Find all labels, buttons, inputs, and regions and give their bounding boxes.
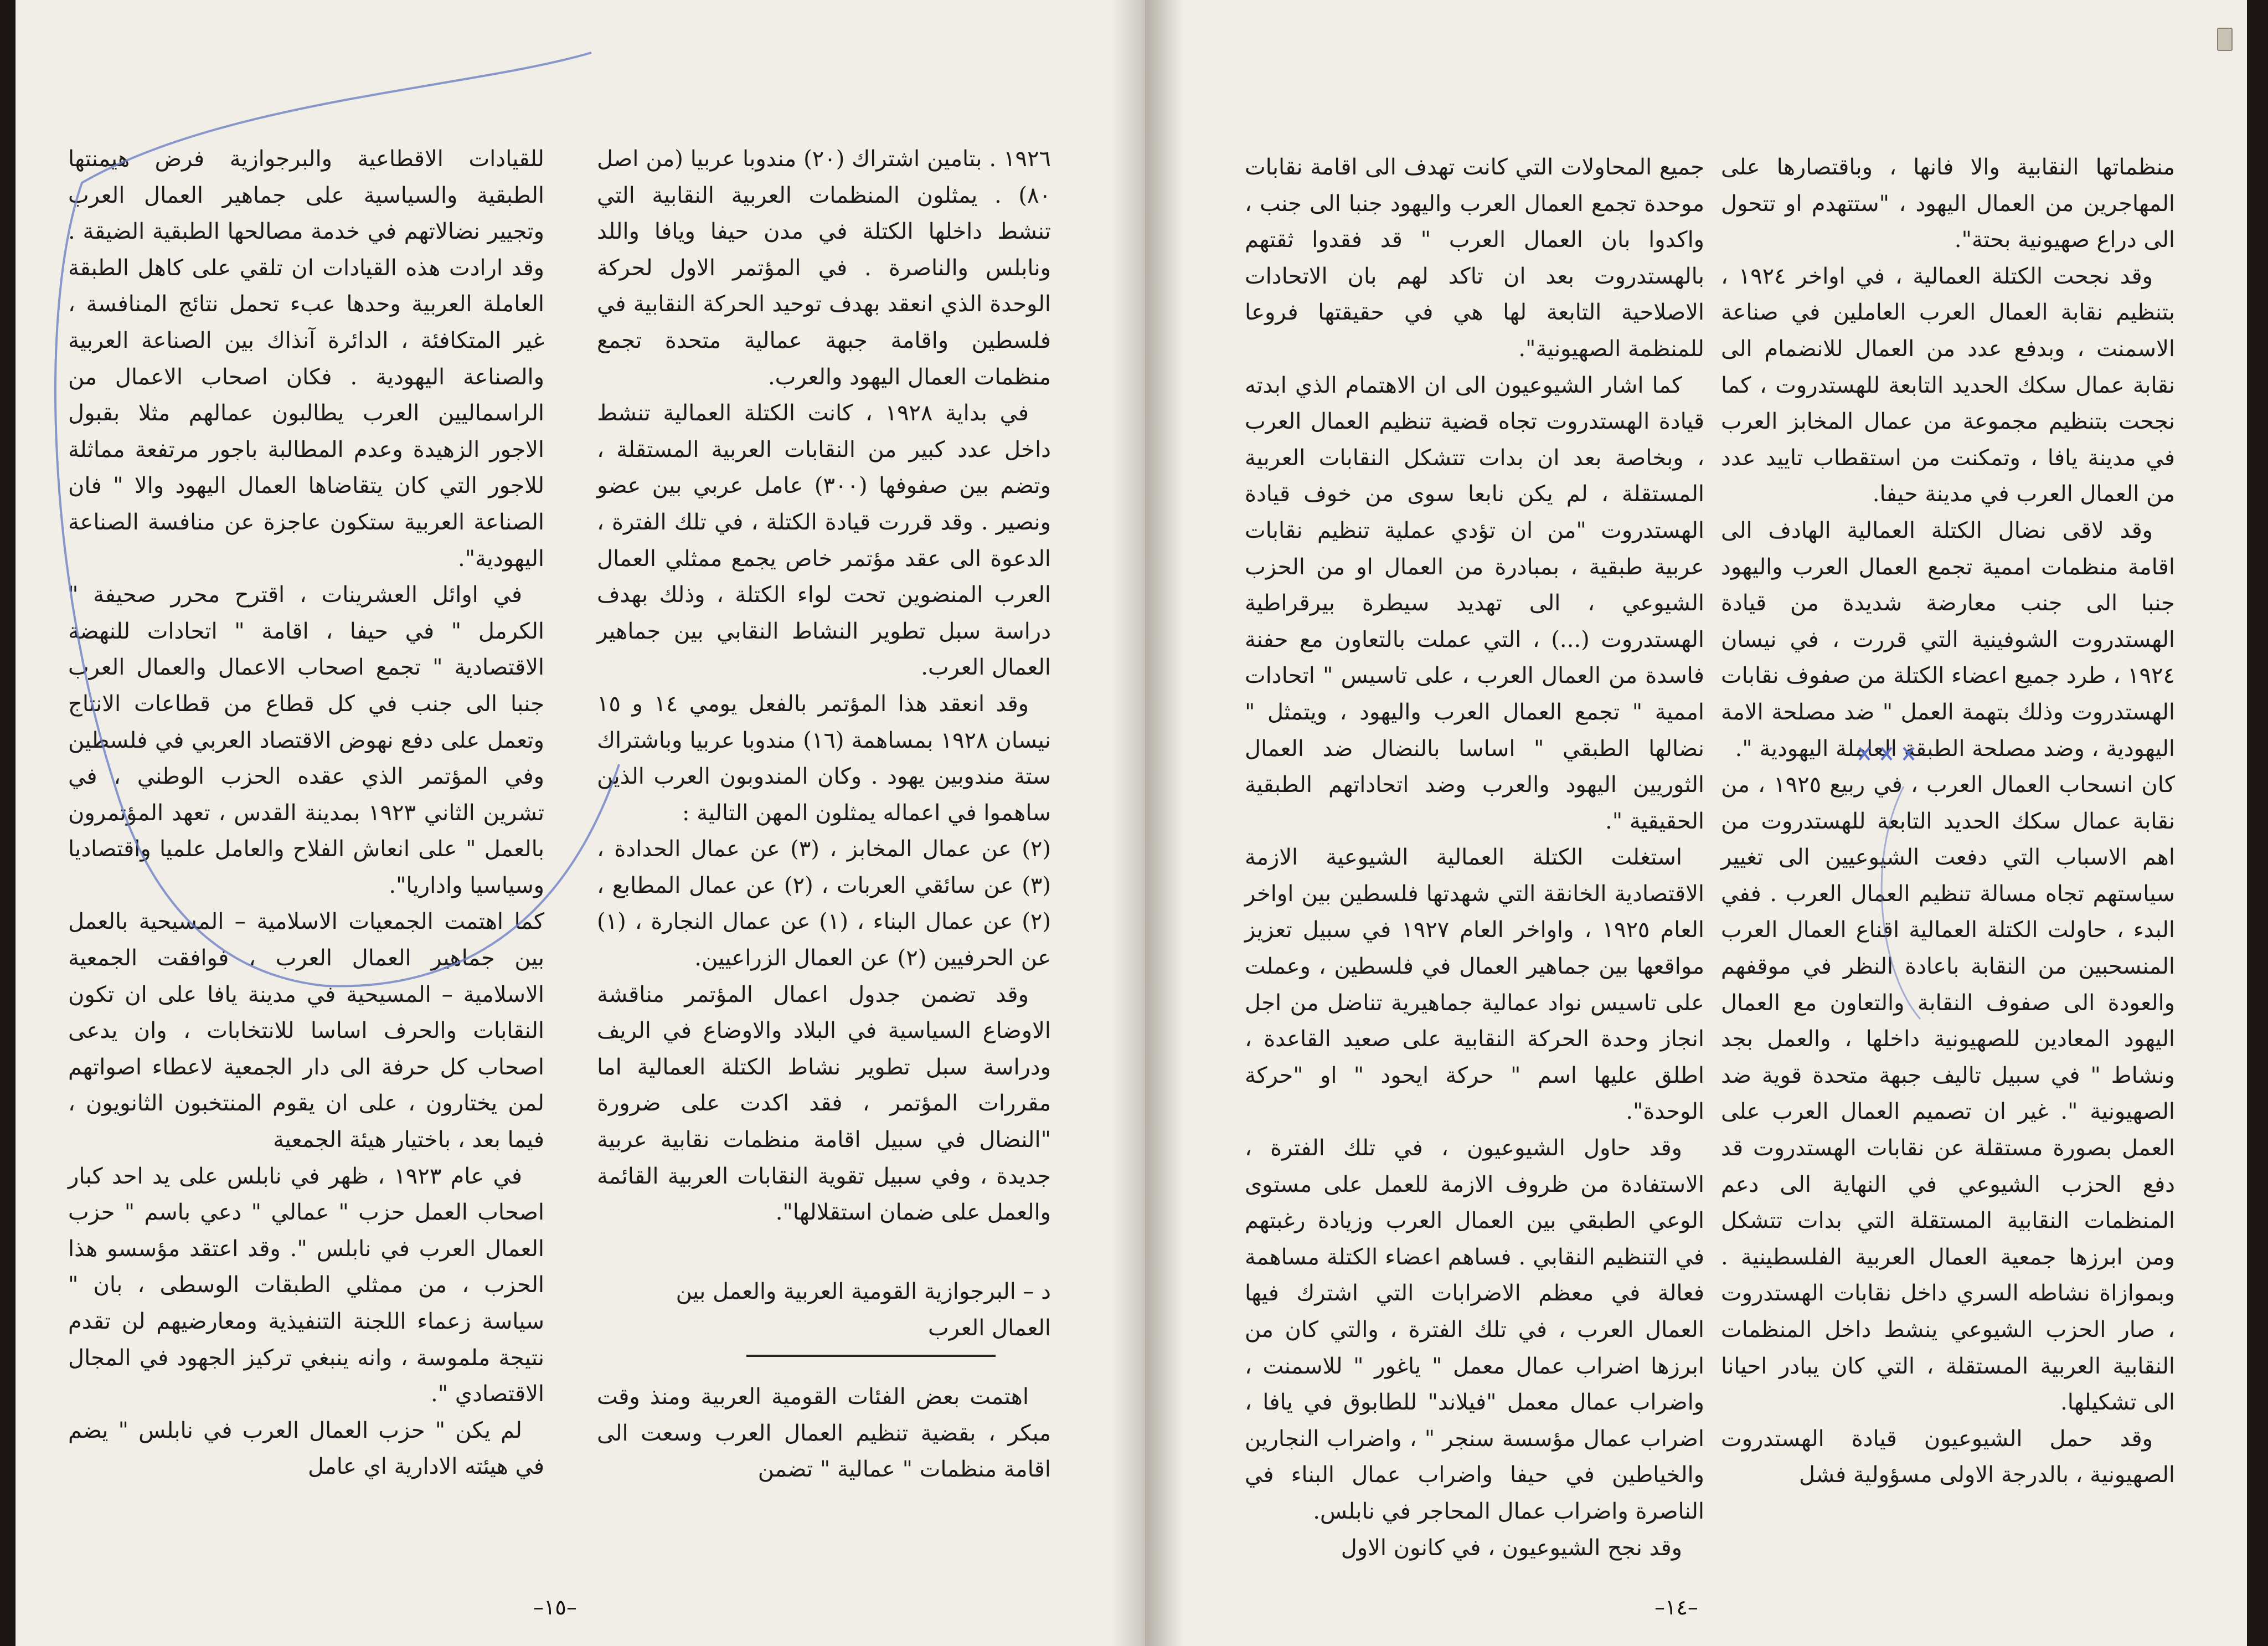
paragraph: كما اشار الشيوعيون الى ان الاهتمام الذي ابدته قيادة الهستدروت تجاه قضية تنظيم العمال العرب ، وبخاصة بعد ان بدات تتشكل النقابات العربية المستقلة ، لم يكن نابعا سوى من خوف قيادة الهستدروت "من ان تؤدي عملية تنظيم نقابات عربية طبقية ، بمبادرة من العمال او من الحزب الشيوعي ، الى تهديد سيطرة بيرقراطية الهستدروت (...) ، التي عملت بالتعاون مع حفنة فاسدة من العمال العرب ، على تاسيس " اتحادات اممية " تجمع العمال العرب واليهود ، ويتمثل " نضالها الطبقي " اساسا بالنضال ضد العمال الثوريين اليهود والعرب وضد اتحاداتهم الطبقية الحقيقية ". — [1245, 372, 1704, 834]
right-page — [1145, 0, 2247, 1646]
paragraph: وقد انعقد هذا المؤتمر بالفعل يومي ١٤ و ١٥ نيسان ١٩٢٨ بمساهمة (١٦) مندوبا عربيا وباشتراك ستة مندوبين يهود . وكان المندوبون العرب الذين ساهموا في اعماله يمثلون المهن التالية : — [597, 691, 1051, 826]
paragraph: منظماتها النقابية والا فانها ، وباقتصارها على المهاجرين من العمال اليهود ، "ستتهدم او تتحول الى دراع صهيونية بحتة". — [1721, 155, 2175, 253]
pen-mark — [1145, 0, 2247, 1646]
section-heading: د – البرجوازية القومية العربية والعمل بين العمال العرب — [676, 1279, 1051, 1341]
gutter-shadow — [1111, 0, 1145, 1646]
paragraph: كان انسحاب العمال العرب ، في ربيع ١٩٢٥ ، من نقابة عمال سكك الحديد التابعة للهستدروت من اهم الاسباب التي دفعت الشيوعيين الى تغيير سياستهم تجاه مسالة تنظيم العمال العرب . ففي البدء ، حاولت الكتلة العمالية اقناع العمال العرب المنسحبين من النقابة باعادة النظر في موقفهم والعودة الى صفوف النقابة والتعاون مع العمال اليهود المعادين للصهيونية داخلها ، والعمل بجد ونشاط " في سبيل تاليف جبهة متحدة قوية ضد الصهيونية ". غير ان تصميم العمال العرب على العمل بصورة مستقلة عن نقابات الهستدروت قد دفع الحزب الشيوعي في النهاية الى دعم المنظمات النقابية المستقلة التي بدات تتشكل ومن ابرزها جمعية العمال العربية الفلسطينية . وبموازاة نشاطه السري داخل نقابات الهستدروت ، صار الحزب الشيوعي ينشط داخل المنظمات النقابية العربية المستقلة ، التي كان يبادر احيانا الى تشكيلها. — [1721, 772, 2175, 1416]
paragraph: كما اهتمت الجمعيات الاسلامية – المسيحية بالعمل بين جماهير العمال العرب ، فوافقت الجمعية الاسلامية – المسيحية في مدينة يافا على ان تكون النقابات والحرف اساسا للانتخابات ، وان يدعى اصحاب كل حرفة الى دار الجمعية لاعطاء اصواتهم لمن يختارون ، على ان يقوم المنتخبون الثانويون ، فيما بعد ، باختيار هيئة الجمعية — [68, 909, 545, 1153]
paragraph: في عام ١٩٢٣ ، ظهر في نابلس على يد احد كبار اصحاب العمل حزب " عمالي " دعي باسم " حزب العمال العرب في نابلس ". وقد اعتقد مؤسسو هذا الحزب ، من ممثلي الطبقات الوسطى ، بان " سياسة زعماء اللجنة التنفيذية ومعارضيهم لن تقدم نتيجة ملموسة ، وانه ينبغي تركيز الجهود في المجال الاقتصادي ". — [68, 1163, 544, 1407]
page-number: –١٥– — [533, 1595, 577, 1619]
paragraph: وقد حاول الشيوعيون ، في تلك الفترة ، الاستفادة من ظروف الازمة للعمل على مستوى الوعي الطبقي بين العمال العرب وزيادة رغبتهم في التنظيم النقابي . فساهم اعضاء الكتلة مساهمة فعالة في معظم الاضرابات التي اشترك فيها العمال العرب ، في تلك الفترة ، والتي كان من ابرزها اضراب عمال معمل " ياغور " للاسمنت ، واضراب عمال معمل "فيلاند" للطابوق في يافا ، اضراب عمال مؤسسة سنجر " ، واضراب النجارين والخياطين في حيفا واضراب عمال البناء في الناصرة واضراب عمال المحاجر في نابلس. — [1245, 1135, 1704, 1524]
paragraph: جميع المحاولات التي كانت تهدف الى اقامة نقابات موحدة تجمع العمال العرب واليهود جنبا الى جنب ، واكدوا بان العمال العرب " قد فقدوا ثقتهم بالهستدروت بعد ان تاكد لهم بان الاتحادات الاصلاحية التابعة لها هي في حقيقتها فروعا للمنظمة الصهيونية". — [1245, 155, 1705, 362]
paragraph: وقد نجح الشيوعيون ، في كانون الاول — [1341, 1535, 1682, 1561]
paragraph: وقد تضمن جدول اعمال المؤتمر مناقشة الاوضاع السياسية في البلاد والاوضاع في الريف ودراسة سبل تطوير نشاط الكتلة العمالية اما مقررات المؤتمر ، فقد اكدت على ضرورة "النضال في سبيل اقامة منظمات نقابية عربية جديدة ، وفي سبيل تقوية النقابات العربية القائمة والعمل على ضمان استقلالها". — [597, 981, 1051, 1226]
paragraph: وقد لاقى نضال الكتلة العمالية الهادف الى اقامة منظمات اممية تجمع العمال العرب واليهود جنبا الى جنب معارضة شديدة من قيادة الهستدروت الشوفينية التي قررت ، في نيسان ١٩٢٤ ، طرد جميع اعضاء الكتلة من صفوف نقابات الهستدروت وذلك بتهمة العمل " ضد مصلحة الامة اليهودية ، وضد مصلحة الطبقة العاملة اليهودية ". — [1721, 517, 2176, 762]
paragraph: وقد حمل الشيوعيون قيادة الهستدروت الصهيونية ، بالدرجة الاولى مسؤولية فشل — [1721, 1426, 2175, 1488]
paragraph: لم يكن " حزب العمال العرب في نابلس " يضم في هيئته الادارية اي عامل — [68, 1417, 544, 1480]
page-number: –١٤– — [1654, 1595, 1698, 1619]
staple-mark — [2217, 28, 2233, 51]
paragraph: للقيادات الاقطاعية والبرجوازية فرض هيمنتها الطبقية والسياسية على جماهير العمال العرب وتجيير نضالاتهم في خدمة مصالحها الطبقية الضيقة . وقد ارادت هذه القيادات ان تلقي على كاهل الطبقة العاملة العربية وحدها عبء تحمل نتائج المنافسة ، غير المتكافئة ، الدائرة آنذاك بين الصناعة العربية والصناعة اليهودية . فكان اصحاب الاعمال من الراسماليين العرب يطالبون عمالهم مثلا بقبول الاجور الزهيدة وعدم المطالبة باجور مرتفعة مماثلة للاجور التي كان يتقاضاها العمال اليهود والا " فان الصناعة العربية ستكون عاجزة عن منافسة الصناعة اليهودية". — [68, 146, 544, 572]
pen-annotation — [16, 0, 680, 1052]
paragraph: ١٩٢٦ . بتامين اشتراك (٢٠) مندوبا عربيا (من اصل ٨٠) . يمثلون المنظمات العربية النقابية التي تنشط داخلها الكتلة في مدن حيفا ويافا واللد ونابلس والناصرة . في المؤتمر الاول لحركة الوحدة الذي انعقد بهدف توحيد الحركة النقابية في فلسطين واقامة جبهة عمالية متحدة تجمع منظمات العمال اليهود والعرب. — [597, 146, 1051, 390]
paragraph: وقد نجحت الكتلة العمالية ، في اواخر ١٩٢٤ ، بتنظيم نقابة العمال العرب العاملين في صناعة الاسمنت ، وبدفع عدد من العمال للانضمام الى نقابة عمال سكك الحديد التابعة للهستدروت ، كما نجحت بتنظيم مجموعة من عمال المخابز العرب في مدينة يافا ، وتمكنت من استقطاب تاييد عدد من العمال العرب في مدينة حيفا. — [1721, 263, 2175, 507]
section-rule — [746, 1355, 996, 1357]
paragraph: في بداية ١٩٢٨ ، كانت الكتلة العمالية تنشط داخل عدد كبير من النقابات العربية المستقلة ، وتضم بين صفوفها (٣٠٠) عامل عربي بين عضو ونصير . وقد قررت قيادة الكتلة ، في تلك الفترة ، الدعوة الى عقد مؤتمر خاص يجمع ممثلي العمال العرب المنضوين تحت لواء الكتلة ، وذلك بهدف دراسة سبل تطوير النشاط النقابي بين جماهير العمال العرب. — [597, 400, 1051, 681]
left-page-right-column-tail: اهتمت بعض الفئات القومية العربية ومنذ وقت مبكر ، بقضية تنظيم العمال العرب وسعت الى اقامة منظمات " عمالية " تضمن — [597, 1384, 1051, 1483]
paragraph: في اوائل العشرينات ، اقترح محرر صحيفة " الكرمل " في حيفا ، اقامة " اتحادات للنهضة الاقتصادية " تجمع اصحاب الاعمال والعمال العرب جنبا الى جنب في كل قطاع من قطاعات الانتاج وتعمل على دفع نهوض الاقتصاد العربي في فلسطين وفي المؤتمر الذي عقده الحزب الوطني ، في تشرين الثاني ١٩٢٣ بمدينة القدس ، تعهد المؤتمرون بالعمل " على انعاش الفلاح والعامل علميا واقتصاديا وسياسيا واداريا". — [68, 582, 544, 898]
left-page — [16, 0, 1145, 1646]
scan-edge — [2252, 0, 2268, 1646]
paragraph: (٢) عن عمال المخابز ، (٣) عن عمال الحدادة ، (٣) عن سائقي العربات ، (٢) عن عمال المطابع ، (٢) عن عمال البناء ، (١) عن عمال النجارة ، (١) عن الحرفيين (٢) عن العمال الزراعيين. — [597, 836, 1051, 971]
paragraph: استغلت الكتلة العمالية الشيوعية الازمة الاقتصادية الخانقة التي شهدتها فلسطين بين اواخر العام ١٩٢٥ ، واواخر العام ١٩٢٧ في سبيل تعزيز مواقعها بين جماهير العمال في فلسطين ، وعملت على تاسيس نواد عمالية جماهيرية تناضل من اجل انجاز وحدة الحركة النقابية على صعيد القاعدة ، اطلق عليها اسم " حركة ايحود " او "حركة الوحدة". — [1245, 845, 1704, 1125]
